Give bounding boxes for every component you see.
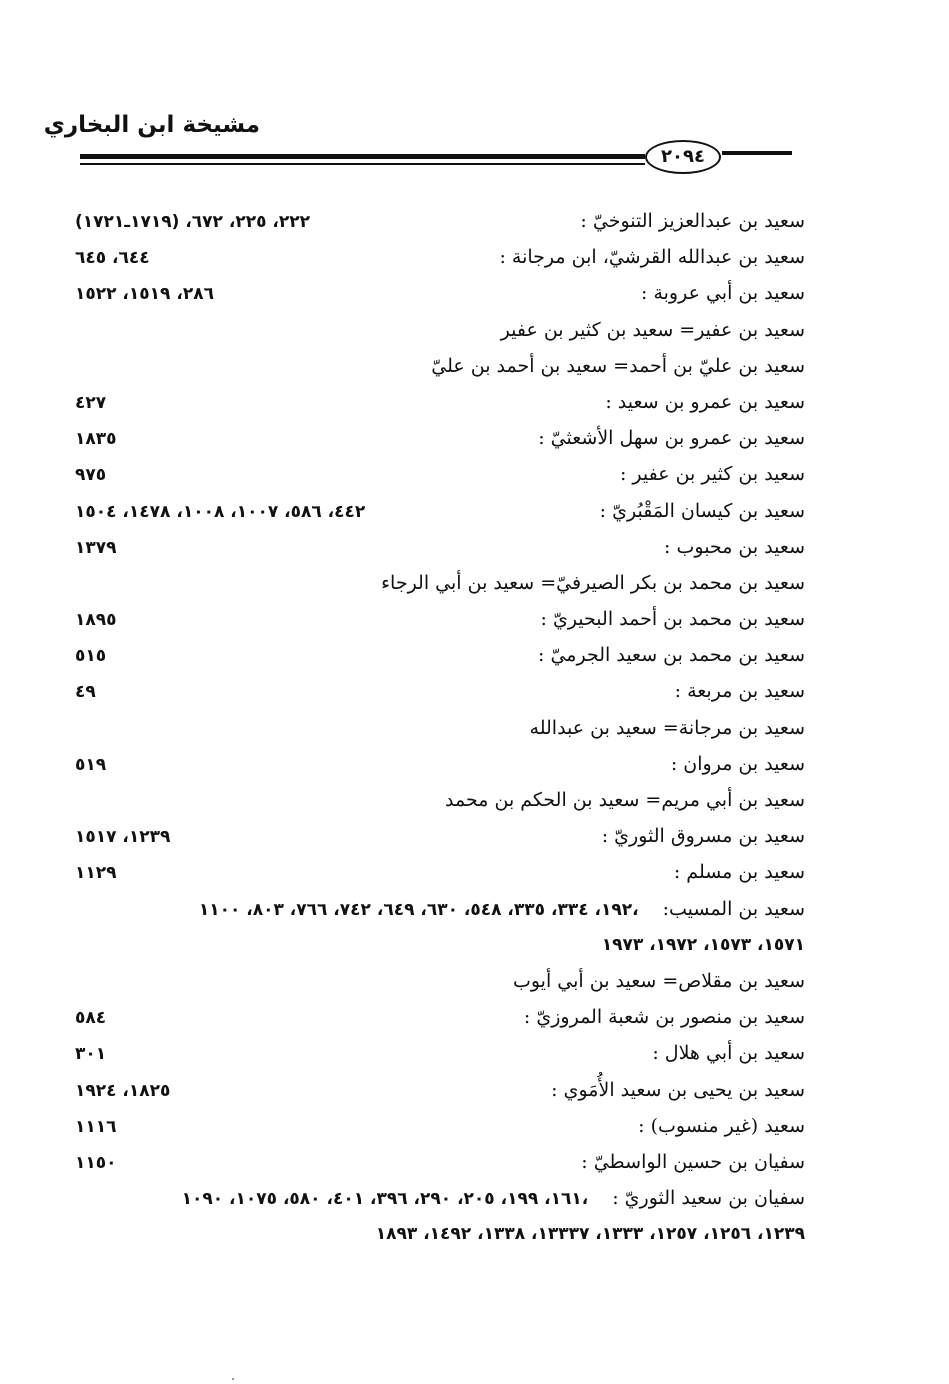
entry-name: سعيد بن محمد بن سعيد الجرميّ : <box>538 644 805 667</box>
index-entry <box>75 673 805 709</box>
index-entry <box>75 782 805 818</box>
entry-name: سعيد بن أبي عروبة : <box>641 282 805 305</box>
entry-name: سعيد بن محمد بن أحمد البحيريّ : <box>540 608 805 631</box>
entry-page-refs: ١٦١، ١٩٩، ٢٠٥، ٢٩٠، ٣٩٦، ٤٠١، ٥٨٠، ١٠٧٥، ١٠٩٠، <box>181 1189 589 1210</box>
index-entry <box>75 818 805 854</box>
index-entry <box>75 239 805 275</box>
entry-name: سعيد بن مقلاص= سعيد بن أبي أيوب <box>512 969 805 992</box>
entry-name: سعيد بن أبي مريم= سعيد بن الحكم بن محمد <box>445 789 805 811</box>
entry-page-refs: ١٨٣٥ <box>75 429 117 450</box>
entry-page-refs: ٤٤٢، ٥٨٦، ١٠٠٧، ١٠٠٨، ١٤٧٨، ١٥٠٤ <box>75 501 366 522</box>
index-entry <box>75 710 805 746</box>
entry-name: سعيد بن مربعة : <box>674 680 805 703</box>
index-entry <box>75 203 805 239</box>
entry-name: سعيد بن أبي هلال : <box>652 1042 805 1065</box>
entry-name: سعيد بن عمرو بن سهل الأشعثيّ : <box>538 427 805 450</box>
index-entry <box>75 1072 805 1108</box>
entry-page-refs: ١١٥٠ <box>75 1152 117 1173</box>
entry-page-refs: ٥٨٤ <box>75 1008 107 1029</box>
index-entry <box>75 746 805 782</box>
entry-name: سعيد بن عبدالله القرشيّ، ابن مرجانة : <box>499 246 805 269</box>
scan-speck <box>232 1378 234 1380</box>
index-entry <box>75 1144 805 1180</box>
index-entry <box>75 312 805 348</box>
entry-page-refs: ٣٠١ <box>75 1044 107 1065</box>
header-rule-right <box>722 151 792 155</box>
entry-name: سعيد بن مرجانة= سعيد بن عبدالله <box>529 716 805 739</box>
page-number: ٢٠٩٤ <box>645 140 721 174</box>
index-entry <box>75 637 805 673</box>
running-header <box>0 0 949 200</box>
index-entry-continuation <box>75 1216 805 1252</box>
entry-page-refs: ٦٤٤، ٦٤٥ <box>75 248 150 269</box>
index-entry <box>75 891 805 927</box>
index-entry <box>75 854 805 890</box>
entry-page-refs: ١٨٩٥ <box>75 610 117 631</box>
entry-name: سعيد بن عليّ بن أحمد= سعيد بن أحمد بن عليّ <box>431 354 805 377</box>
entry-page-refs: ٤٢٧ <box>75 392 107 413</box>
index-entry <box>75 529 805 565</box>
entry-page-refs: ٥١٩ <box>75 754 107 775</box>
entry-page-refs: ١٨٢٥، ١٩٢٤ <box>75 1080 171 1101</box>
entry-name: سعيد بن محبوب : <box>664 535 805 558</box>
index-entry <box>75 565 805 601</box>
index-entry <box>75 963 805 999</box>
index-entry <box>75 348 805 384</box>
entry-name: سعيد بن كيسان المَقْبُريّ : <box>599 499 805 522</box>
index-entry <box>75 275 805 311</box>
index-entry-continuation <box>75 927 805 963</box>
header-rule <box>80 154 645 159</box>
entry-page-refs: ٩٧٥ <box>75 465 107 486</box>
index-entry <box>75 1180 805 1216</box>
index-entry <box>75 456 805 492</box>
entry-page-refs: ٢٨٦، ١٥١٩، ١٥٢٢ <box>75 284 214 305</box>
header-rule-thin <box>80 163 645 165</box>
entry-page-refs: ٢٢٢، ٢٢٥، ٦٧٢، (١٧١٩ـ١٧٢١) <box>75 212 310 232</box>
entry-page-refs: ١١١٦ <box>75 1116 117 1137</box>
entry-name: سعيد بن المسيب: <box>662 897 805 920</box>
entry-name: سعيد (غير منسوب) : <box>638 1114 805 1137</box>
index-entry <box>75 1108 805 1144</box>
entry-name: سعيد بن محمد بن بكر الصيرفيّ= سعيد بن أبي الرجاء <box>381 571 805 594</box>
index-entry <box>75 420 805 456</box>
entry-name: سعيد بن منصور بن شعبة المروزيّ : <box>523 1006 805 1029</box>
entry-name: سعيد بن عبدالعزيز التنوخيّ : <box>580 210 805 232</box>
entry-name: سعيد بن يحيى بن سعيد الأُمَوي : <box>551 1078 805 1101</box>
index-entry <box>75 999 805 1035</box>
entry-page-refs: ٥١٥ <box>75 646 107 667</box>
entry-name: سفيان بن سعيد الثوريّ : <box>612 1187 805 1210</box>
entry-page-refs-continued: ١٥٧١، ١٥٧٣، ١٩٧٢، ١٩٧٣ <box>601 934 805 955</box>
entry-name: سفيان بن حسين الواسطيّ : <box>581 1150 805 1173</box>
entry-name: سعيد بن مسلم : <box>673 861 805 884</box>
entry-page-refs-continued: ١٢٣٩، ١٢٥٦، ١٢٥٧، ١٣٣٣، ١٣٣٣٧، ١٣٣٨، ١٤٩٢، ١٨٩٣ <box>375 1224 805 1245</box>
book-title: مشيخة ابن البخاري <box>43 112 260 138</box>
entry-name: سعيد بن مروان : <box>670 752 805 775</box>
entry-page-refs: ١٢٣٩، ١٥١٧ <box>75 827 171 848</box>
entry-name: سعيد بن عفير= سعيد بن كثير بن عفير <box>500 318 805 341</box>
index-entry <box>75 1035 805 1071</box>
name-index-list <box>75 203 805 1252</box>
entry-page-refs: ١١٢٩ <box>75 863 117 884</box>
entry-name: سعيد بن مسروق الثوريّ : <box>601 825 805 848</box>
entry-name: سعيد بن عمرو بن سعيد : <box>605 390 805 413</box>
entry-page-refs: ٤٩ <box>75 682 96 703</box>
index-entry <box>75 384 805 420</box>
index-entry <box>75 601 805 637</box>
index-entry <box>75 493 805 529</box>
entry-page-refs: ١٣٧٩ <box>75 537 117 558</box>
entry-page-refs: ١٩٢، ٣٣٤، ٣٣٥، ٥٤٨، ٦٣٠، ٦٤٩، ٧٤٢، ٧٦٦، ٨٠٣، ١١٠٠، <box>198 899 639 920</box>
entry-name: سعيد بن كثير بن عفير : <box>619 463 805 486</box>
